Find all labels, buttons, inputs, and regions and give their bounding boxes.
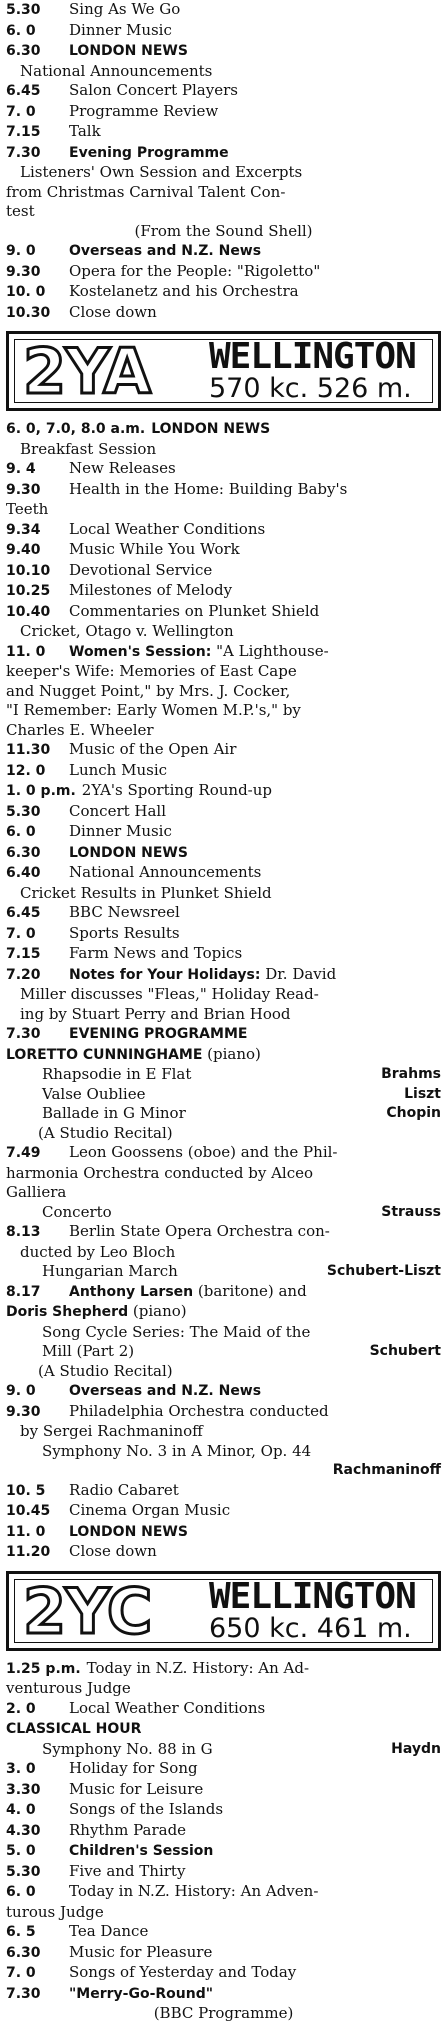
listing-entry <box>6 1362 441 1382</box>
listing-entry <box>6 202 441 222</box>
listing-entry <box>6 1005 441 1025</box>
listing-time: 9.30 <box>6 263 41 280</box>
composer-name: Rachmaninoff <box>332 1462 441 1478</box>
listing-text: Songs of the Islands <box>69 1800 224 1818</box>
composer-name: Liszt <box>404 1085 441 1102</box>
station-callsign: 2YA <box>23 335 151 408</box>
listing-time: 1.25 p.m. <box>6 1660 81 1677</box>
listing-continuation: Galliera <box>6 1183 67 1201</box>
listing-entry <box>6 1222 441 1243</box>
listing-entry <box>6 480 441 501</box>
listing-text: Commentaries on Plunket Shield <box>69 601 320 620</box>
listing-text: Lunch Music <box>69 760 168 779</box>
listing-entry <box>6 1381 441 1402</box>
listing-time: 7. 0 <box>6 1965 36 1981</box>
work-title: Concerto <box>42 1202 112 1221</box>
listing-title: LONDON NEWS <box>69 844 188 861</box>
listing-continuation: by Sergei Rachmaninoff <box>20 1422 203 1440</box>
listing-entry <box>6 241 441 262</box>
listing-entry <box>6 1124 441 1144</box>
listing-note: (From the Sound Shell) <box>134 221 313 240</box>
listing-entry <box>6 1243 441 1263</box>
listing-entry <box>6 143 441 164</box>
station-banner-2ya <box>6 331 441 411</box>
work-title: Ballade in G Minor <box>42 1104 186 1122</box>
work-title: Mill (Part 2) <box>42 1342 135 1360</box>
listing-time: 9. 4 <box>6 461 36 477</box>
listing-text: Dinner Music <box>69 822 172 840</box>
listing-entry <box>6 282 441 303</box>
composer-name: Schubert-Liszt <box>326 1263 441 1279</box>
listing-time: 9.40 <box>6 542 41 558</box>
listing-entry <box>6 1821 441 1842</box>
listing-time: 11.30 <box>6 742 51 758</box>
listing-time: 4. 0 <box>6 1802 36 1818</box>
listing-text: Radio Cabaret <box>69 1480 179 1499</box>
listing-continuation: and Nugget Point," by Mrs. J. Cocker, <box>6 681 291 700</box>
listing-entry <box>6 581 441 602</box>
listing-entry <box>6 500 441 520</box>
listing-entry <box>6 1800 441 1821</box>
listing-time: 10. 5 <box>6 1482 46 1499</box>
listing-time: 10.25 <box>6 583 51 599</box>
listing-entry <box>6 1922 441 1943</box>
listing-text: Songs of Yesterday and Today <box>69 1963 297 1981</box>
listing-time: 6. 0 <box>6 22 36 39</box>
performer-name: Doris Shepherd <box>6 1304 129 1320</box>
listing-entry <box>6 642 441 663</box>
listing-time: 12. 0 <box>6 762 46 779</box>
work-entry <box>6 1065 441 1085</box>
listing-entry <box>6 262 441 283</box>
listing-continuation: ing by Stuart Perry and Brian Hood <box>20 1004 291 1023</box>
station-banner-2yc <box>6 1571 441 1651</box>
listing-time: 8.13 <box>6 1224 41 1240</box>
listing-entry <box>6 1302 441 1323</box>
listing-entry <box>6 1780 441 1801</box>
listing-title: LONDON NEWS <box>151 421 271 437</box>
listing-time: 9.30 <box>6 1403 41 1420</box>
listing-text: Philadelphia Orchestra conducted <box>69 1401 329 1420</box>
listing-time: 5.30 <box>6 803 41 820</box>
listing-entry <box>6 863 441 884</box>
listing-text: Local Weather Conditions <box>69 1698 266 1717</box>
listing-text: Rhythm Parade <box>69 1820 187 1839</box>
listing-continuation: National Announcements <box>20 61 213 80</box>
work-title: Hungarian March <box>42 1262 178 1280</box>
listing-text: Tea Dance <box>69 1922 149 1940</box>
listing-entry <box>6 122 441 143</box>
listing-text: Farm News and Topics <box>69 944 243 962</box>
listing-entry <box>6 561 441 582</box>
listing-text: "A Lighthouse- <box>211 641 329 660</box>
performer-name: LORETTO CUNNINGHAME <box>6 1046 203 1063</box>
listing-entry <box>6 1903 441 1923</box>
listing-text: (baritone) and <box>193 1281 307 1300</box>
listing-entry <box>6 1841 441 1862</box>
listing-entry <box>6 1024 441 1045</box>
listing-entry <box>6 761 441 782</box>
listing-entry <box>6 822 441 843</box>
listing-entry <box>6 419 441 440</box>
listing-entry <box>6 21 441 42</box>
listing-time: 9. 0 <box>6 1383 36 1399</box>
listing-entry <box>6 222 441 242</box>
listing-entry <box>6 303 441 324</box>
listing-text: Kostelanetz and his Orchestra <box>69 282 299 300</box>
listing-entry <box>6 1943 441 1964</box>
listing-time: 6.40 <box>6 865 41 881</box>
listing-continuation: Cricket, Otago v. Wellington <box>20 622 234 640</box>
listing-entry <box>6 81 441 102</box>
listing-time: 9.34 <box>6 521 41 538</box>
composer-name: Haydn <box>391 1740 441 1757</box>
listing-time: 2. 0 <box>6 1700 36 1717</box>
listing-entry <box>6 1143 441 1164</box>
listing-entry <box>6 1759 441 1780</box>
listing-time: 11. 0 <box>6 643 46 660</box>
listing-time: 1. 0 p.m. <box>6 783 76 799</box>
listing-time: 8.17 <box>6 1283 41 1300</box>
listing-entry <box>6 1659 441 1680</box>
listings-section-top <box>6 0 441 323</box>
listing-time: 11.20 <box>6 1544 51 1560</box>
listing-text: Music for Leisure <box>69 1779 204 1798</box>
listing-continuation: turous Judge <box>6 1902 104 1921</box>
listing-entry <box>6 102 441 123</box>
listing-text: Close down <box>69 302 157 321</box>
listing-text: Cinema Organ Music <box>69 1501 231 1519</box>
station-frequency: 570 kc. 526 m. <box>209 373 412 404</box>
listing-entry <box>6 520 441 541</box>
work-title: Valse Oubliee <box>42 1084 146 1103</box>
listing-time: 6.30 <box>6 43 41 59</box>
listing-continuation: Miller discusses "Fleas," Holiday Read- <box>20 985 319 1003</box>
listing-entry <box>6 1719 441 1740</box>
listing-entry <box>6 1045 441 1066</box>
listing-entry <box>6 1461 441 1481</box>
listing-text: Leon Goossens (oboe) and the Phil- <box>69 1143 338 1161</box>
listing-time: 10.10 <box>6 562 51 579</box>
composer-name: Chopin <box>386 1105 441 1121</box>
listing-time: 7.49 <box>6 1145 41 1161</box>
listing-continuation: harmonia Orchestra conducted by Alceo <box>6 1163 314 1182</box>
listing-continuation: ducted by Leo Bloch <box>20 1242 176 1261</box>
listing-entry <box>6 602 441 623</box>
listing-entry <box>6 2004 441 2024</box>
listing-time: 3.30 <box>6 1781 41 1798</box>
composer-name: Brahms <box>381 1066 441 1082</box>
composer-name: Strauss <box>381 1203 441 1220</box>
listing-entry <box>6 62 441 82</box>
listing-continuation: from Christmas Carnival Talent Con- <box>6 182 286 201</box>
work-entry <box>6 1323 441 1343</box>
listing-entry <box>6 1422 441 1442</box>
listing-continuation: Charles E. Wheeler <box>6 720 154 739</box>
listing-text: Health in the Home: Building Baby's <box>69 479 348 498</box>
listing-time: 5.30 <box>6 2 41 18</box>
listing-title: Overseas and N.Z. News <box>69 1383 262 1399</box>
listing-text: Music of the Open Air <box>69 740 237 758</box>
listing-time: 7.30 <box>6 1985 41 2002</box>
listing-entry <box>6 1402 441 1423</box>
listing-time: 6.30 <box>6 844 41 861</box>
listing-entry <box>6 1963 441 1984</box>
performer-role: (piano) <box>202 1044 261 1063</box>
listing-continuation: Listeners' Own Session and Excerpts <box>20 163 303 181</box>
listing-text: Salon Concert Players <box>69 81 238 99</box>
work-entry <box>6 1104 441 1124</box>
listing-text: Opera for the People: "Rigoletto" <box>69 261 321 280</box>
station-callsign: 2YC <box>23 1574 152 1648</box>
listing-entry <box>6 1501 441 1522</box>
listing-time: 7.15 <box>6 124 41 140</box>
listing-text: Milestones of Melody <box>69 581 233 599</box>
work-title: Rhapsodie in E Flat <box>42 1065 192 1083</box>
listing-entry <box>6 662 441 682</box>
listing-entry <box>6 944 441 965</box>
work-title: Symphony No. 88 in G <box>42 1739 213 1758</box>
listing-entry <box>6 903 441 924</box>
listing-title: Overseas and N.Z. News <box>69 243 262 259</box>
listing-title: Children's Session <box>69 1843 214 1859</box>
listing-time: 10. 0 <box>6 284 46 300</box>
listing-time: 6.45 <box>6 905 41 921</box>
listing-text: Close down <box>69 1542 157 1560</box>
listing-entry <box>6 163 441 183</box>
listing-entry <box>6 740 441 761</box>
listing-time: 6. 0 <box>6 824 36 840</box>
listing-entry <box>6 1481 441 1502</box>
listing-entry <box>6 843 441 864</box>
listing-text: Sing As We Go <box>69 0 181 18</box>
listing-time: 6.30 <box>6 1944 41 1961</box>
listing-entry <box>6 1679 441 1699</box>
listing-title: Notes for Your Holidays: <box>69 966 261 983</box>
work-entry <box>6 1740 441 1760</box>
listing-time: 5. 0 <box>6 1843 36 1859</box>
listing-entry <box>6 1984 441 2005</box>
listings-section-2yc <box>6 1659 441 2024</box>
listing-time: 10.40 <box>6 603 51 620</box>
listing-entry <box>6 682 441 702</box>
work-title: Song Cycle Series: The Maid of the <box>42 1322 311 1341</box>
listing-continuation: venturous Judge <box>6 1679 131 1697</box>
listings-section-2ya <box>6 419 441 1563</box>
work-title: Symphony No. 3 in A Minor, Op. 44 <box>42 1441 312 1460</box>
listing-continuation: keeper's Wife: Memories of East Cape <box>6 662 297 680</box>
performer-role: (piano) <box>128 1302 187 1320</box>
listing-entry <box>6 781 441 802</box>
listing-text: Local Weather Conditions <box>69 519 266 538</box>
listing-time: 3. 0 <box>6 1761 36 1777</box>
listing-text: Holiday for Song <box>69 1759 198 1777</box>
listing-time: 6. 5 <box>6 1924 36 1940</box>
listing-note: (BBC Programme) <box>153 2004 294 2022</box>
listing-entry <box>6 965 441 986</box>
listing-text: Dr. David <box>260 964 337 983</box>
listing-title: "Merry-Go-Round" <box>69 1985 214 2002</box>
listing-entry <box>6 459 441 480</box>
listing-entry <box>6 701 441 721</box>
listing-continuation: "I Remember: Early Women M.P.'s," by <box>6 701 301 719</box>
listing-text: Music for Pleasure <box>69 1942 213 1961</box>
listing-note: (A Studio Recital) <box>38 1361 173 1380</box>
listing-entry <box>6 985 441 1005</box>
listing-text: Talk <box>69 122 101 140</box>
listing-time: 6. 0 <box>6 1884 36 1900</box>
listing-text: Programme Review <box>69 101 219 120</box>
listing-entry <box>6 0 441 21</box>
listing-text: New Releases <box>69 459 176 477</box>
listing-time: 7. 0 <box>6 925 36 942</box>
listing-text: 2YA's Sporting Round-up <box>81 781 273 799</box>
listing-entry <box>6 884 441 904</box>
listing-time: 9. 0 <box>6 243 36 259</box>
listing-time: 11. 0 <box>6 1523 46 1540</box>
listing-text: National Announcements <box>69 863 262 881</box>
listing-entry <box>6 924 441 945</box>
station-frequency: 650 kc. 461 m. <box>209 1612 412 1644</box>
listing-continuation: Teeth <box>6 500 49 518</box>
listing-title: EVENING PROGRAMME <box>69 1026 248 1042</box>
listing-text: Today in N.Z. History: An Ad- <box>86 1658 310 1677</box>
listing-text: Five and Thirty <box>69 1861 186 1880</box>
listing-entry <box>6 1282 441 1303</box>
listing-entry <box>6 540 441 561</box>
listing-time: 9.30 <box>6 481 41 498</box>
station-city: WELLINGTON <box>209 1575 416 1617</box>
listing-text: Devotional Service <box>69 560 213 579</box>
composer-name: Schubert <box>369 1343 441 1359</box>
performer-name: CLASSICAL HOUR <box>6 1721 142 1737</box>
listing-time: 10.30 <box>6 304 51 321</box>
listing-title: LONDON NEWS <box>69 43 188 59</box>
listing-entry <box>6 1882 441 1903</box>
listing-time: 7.15 <box>6 946 41 962</box>
listing-title: Anthony Larsen <box>69 1283 194 1300</box>
listing-entry <box>6 1164 441 1184</box>
listing-entry <box>6 1699 441 1720</box>
listing-entry <box>6 1862 441 1883</box>
listing-entry <box>6 1183 441 1203</box>
listing-entry <box>6 1522 441 1543</box>
listing-entry <box>6 721 441 741</box>
work-entry <box>6 1262 441 1282</box>
listing-text: Sports Results <box>69 923 180 942</box>
work-entry <box>6 1203 441 1223</box>
listing-title: Women's Session: <box>69 643 212 660</box>
listing-time: 4.30 <box>6 1822 41 1839</box>
listing-entry <box>6 1542 441 1563</box>
listing-time: 10.45 <box>6 1503 51 1519</box>
listing-title: Evening Programme <box>69 144 229 161</box>
listing-entry <box>6 41 441 62</box>
listing-time: 6.45 <box>6 83 41 99</box>
listing-text: Berlin State Opera Orchestra con- <box>69 1222 330 1240</box>
work-entry <box>6 1342 441 1362</box>
listing-entry <box>6 440 441 460</box>
listing-time: 6. 0, 7.0, 8.0 a.m. <box>6 421 146 437</box>
work-entry <box>6 1442 441 1462</box>
listing-text: Today in N.Z. History: An Adven- <box>69 1882 319 1900</box>
work-entry <box>6 1085 441 1105</box>
listing-entry <box>6 183 441 203</box>
listing-text: Music While You Work <box>69 540 240 558</box>
station-city: WELLINGTON <box>209 336 416 377</box>
listing-time: 7.30 <box>6 144 41 161</box>
listing-time: 7. 0 <box>6 103 36 120</box>
listing-text: Concert Hall <box>69 801 167 820</box>
listing-time: 5.30 <box>6 1863 41 1880</box>
listing-text: Dinner Music <box>69 20 172 39</box>
listing-continuation: Cricket Results in Plunket Shield <box>20 883 272 902</box>
listing-time: 7.20 <box>6 966 41 983</box>
listing-title: LONDON NEWS <box>69 1523 188 1540</box>
listing-continuation: Breakfast Session <box>20 439 157 458</box>
listing-entry <box>6 622 441 642</box>
listing-continuation: test <box>6 202 35 220</box>
listing-note: (A Studio Recital) <box>38 1123 173 1142</box>
listing-text: BBC Newsreel <box>69 903 180 921</box>
listing-time: 7.30 <box>6 1026 41 1042</box>
listing-entry <box>6 802 441 823</box>
